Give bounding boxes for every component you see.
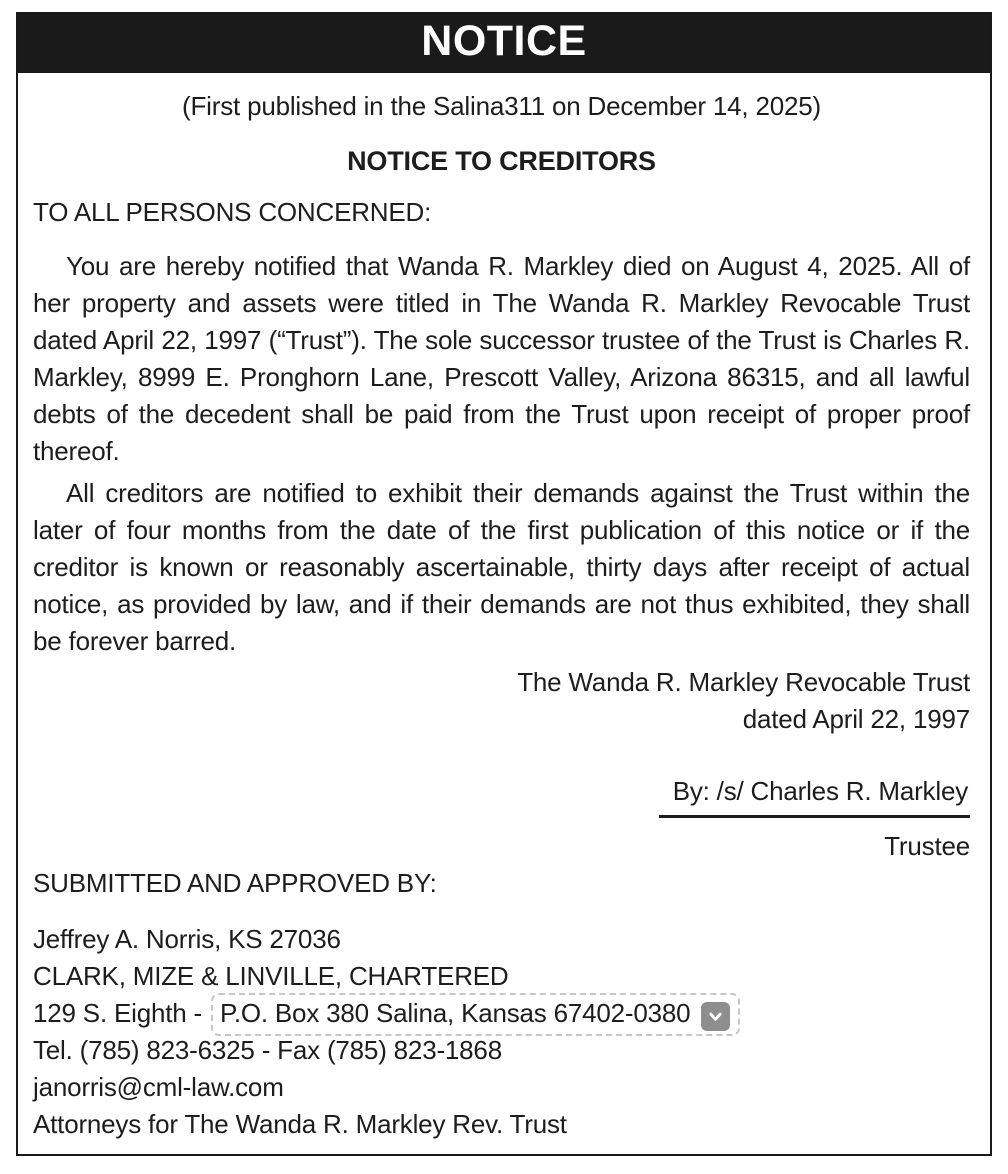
- trust-name-line: The Wanda R. Markley Revocable Trust: [517, 667, 970, 697]
- address-prefix: 129 S. Eighth -: [33, 998, 210, 1028]
- signature-underlined-text: By: /s/ Charles R. Markley: [659, 773, 970, 818]
- attorney-block: [33, 921, 970, 1143]
- notice-document: [16, 12, 992, 1156]
- signature-block: [33, 664, 970, 865]
- signature-by-line: [33, 773, 970, 818]
- salutation-line: TO ALL PERSONS CONCERNED:: [33, 197, 432, 227]
- banner-title: NOTICE: [421, 17, 587, 65]
- notice-content: [18, 73, 990, 1143]
- notice-heading: NOTICE TO CREDITORS: [347, 146, 656, 176]
- attorneys-for-line: Attorneys for The Wanda R. Markley Rev. Trust: [33, 1109, 567, 1139]
- notice-banner: [18, 14, 990, 73]
- first-published-line: (First published in the Salina311 on December 14, 2025): [182, 91, 821, 121]
- trustee-title-line: Trustee: [884, 831, 970, 861]
- submitted-approved-heading: SUBMITTED AND APPROVED BY:: [33, 868, 437, 898]
- address-line: [33, 995, 970, 1032]
- phone-fax-line: Tel. (785) 823-6325 - Fax (785) 823-1868: [33, 1035, 502, 1065]
- body-paragraph-2: All creditors are notified to exhibit their demands against the Trust within the later of four months from the date of the first publication of this notice or if the creditor is known or reasonably ascertainable, thirty days after receipt of actual notice, as provided by law, and if their demands are not thus exhibited, they shall be forever barred.: [33, 478, 970, 656]
- chevron-down-icon: [707, 1008, 724, 1025]
- attorney-name-line: Jeffrey A. Norris, KS 27036: [33, 924, 341, 954]
- address-data-detector[interactable]: [211, 993, 740, 1036]
- detected-address-text: P.O. Box 380 Salina, Kansas 67402-0380: [220, 998, 691, 1028]
- firm-name-line: CLARK, MIZE & LINVILLE, CHARTERED: [33, 961, 509, 991]
- trust-date-line: dated April 22, 1997: [742, 704, 970, 734]
- body-paragraph-1: You are hereby notified that Wanda R. Markley died on August 4, 2025. All of her property and assets were titled in The Wanda R. Markley Revocable Trust dated April 22, 1997 (“Trust”). The sole successor trustee of the Trust is Charles R. Markley, 8999 E. Pronghorn Lane, Prescott Valley, Arizona 86315, and all lawful debts of the decedent shall be paid from the Trust upon receipt of proper proof thereof.: [33, 251, 970, 466]
- address-detector-dropdown-button[interactable]: [701, 1002, 730, 1031]
- email-line: janorris@cml-law.com: [33, 1072, 284, 1102]
